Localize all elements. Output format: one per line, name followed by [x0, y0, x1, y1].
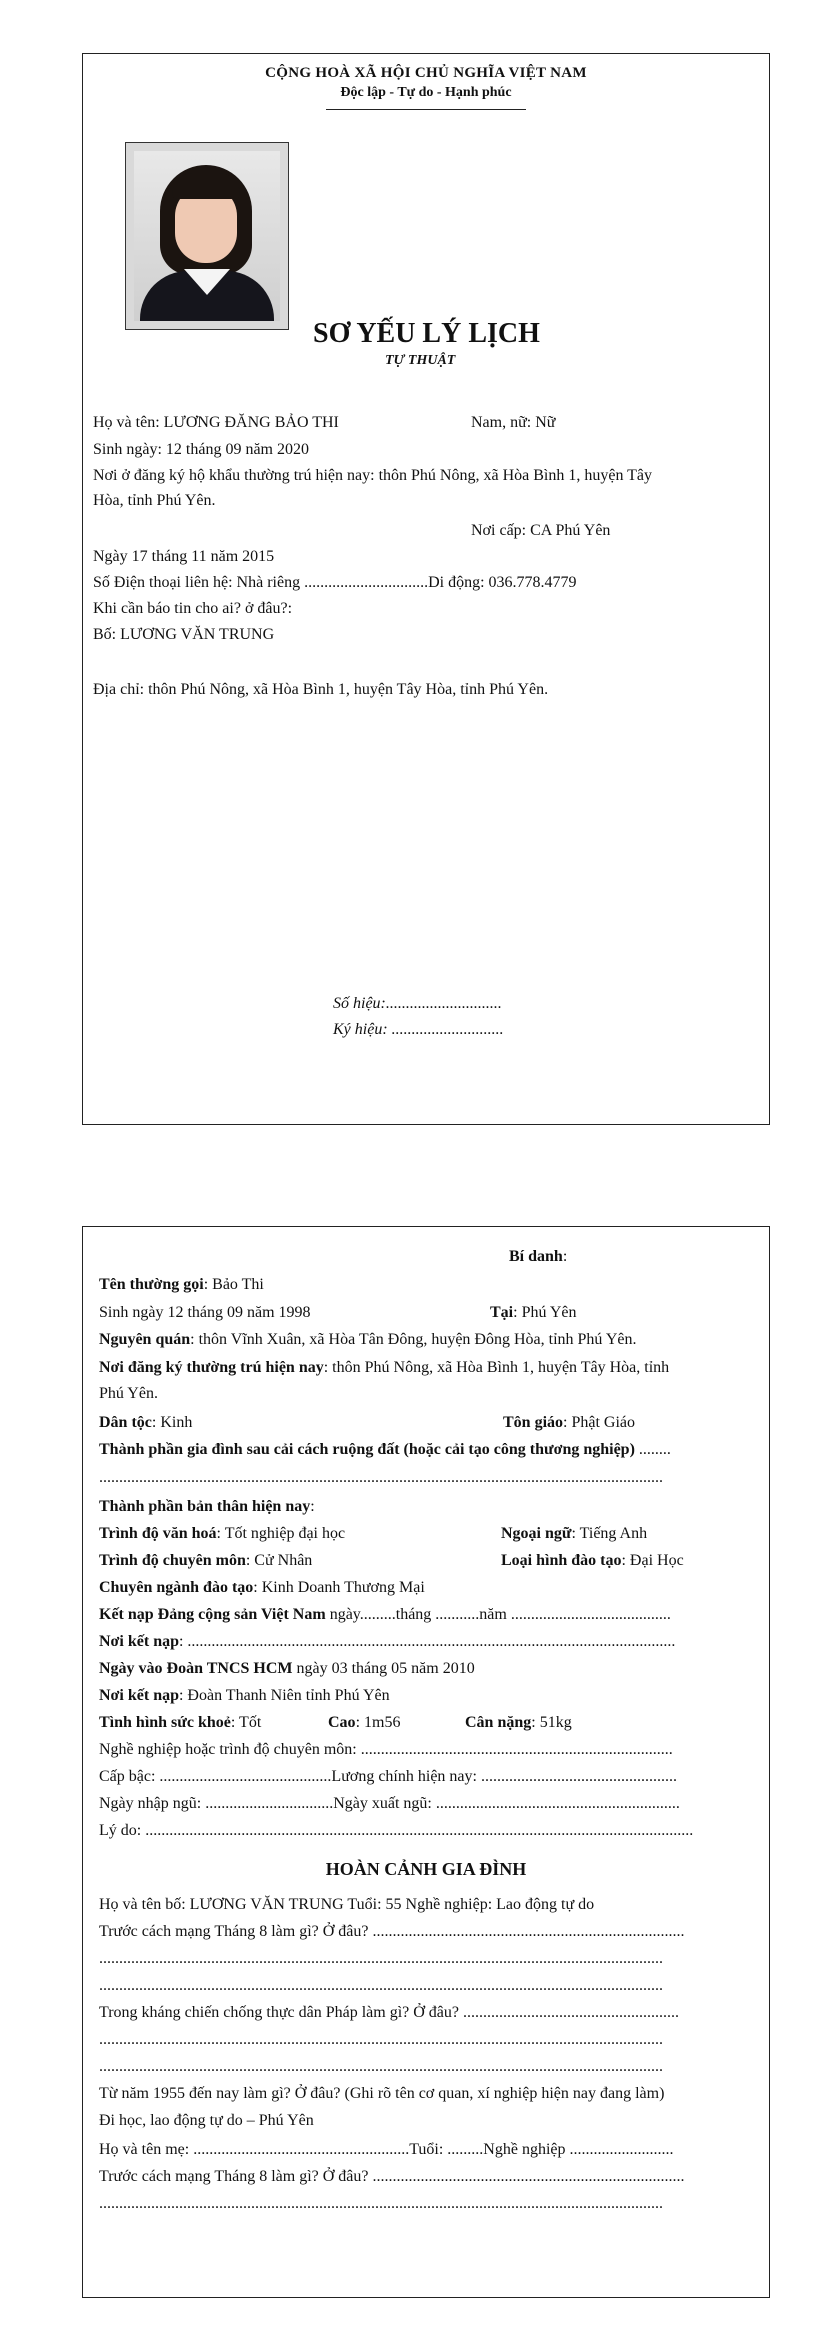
training-type-label: Loại hình đào tạo	[501, 1552, 622, 1569]
father-info: Họ và tên bố: LƯƠNG VĂN TRUNG Tuổi: 55 Nghề nghiệp: Lao động tự do	[99, 1896, 595, 1913]
party-admission	[99, 1605, 671, 1625]
header-underline	[326, 109, 526, 110]
family-class	[99, 1440, 671, 1460]
issued-place: Nơi cấp: CA Phú Yên	[471, 522, 611, 539]
residence-line-2: Hòa, tỉnh Phú Yên.	[93, 492, 216, 509]
father-before-revolution: Trước cách mạng Tháng 8 làm gì? Ở đâu? ..............................................................................	[99, 1923, 685, 1940]
youth-union-place	[99, 1686, 390, 1706]
phone-info: Số Điện thoại liên hệ: Nhà riêng ...............................Di động: 036.778.4779	[93, 574, 577, 591]
height-value: : 1m56	[355, 1714, 401, 1731]
training-type	[501, 1551, 684, 1571]
permanent-residence	[99, 1358, 669, 1378]
training-type-value: : Đại Học	[621, 1552, 684, 1569]
foreign-language	[501, 1524, 647, 1544]
hometown-value: : thôn Vĩnh Xuân, xã Hòa Tân Đông, huyện Đông Hòa, tỉnh Phú Yên.	[190, 1331, 637, 1348]
dotted-line: .............................................................................................................................................	[99, 2031, 663, 2048]
permanent-residence-cont: Phú Yên.	[99, 1385, 158, 1402]
contact-question: Khi cần báo tin cho ai? ở đâu?:	[93, 600, 293, 617]
national-motto: Độc lập - Tự do - Hạnh phúc	[340, 85, 512, 100]
youth-union-place-label: Nơi kết nạp	[99, 1687, 179, 1704]
hometown-label: Nguyên quán	[99, 1331, 191, 1348]
father-since-1955: Từ năm 1955 đến nay làm gì? Ở đâu? (Ghi rõ tên cơ quan, xí nghiệp hiện nay đang làm)	[99, 2085, 665, 2102]
alias	[509, 1247, 567, 1267]
dotted-line: .............................................................................................................................................	[99, 2195, 663, 2212]
personal-class-label: Thành phần bản thân hiện nay	[99, 1498, 311, 1515]
education-level	[99, 1524, 345, 1544]
health	[99, 1713, 261, 1733]
height-label: Cao	[328, 1714, 356, 1731]
issued-date: Ngày 17 tháng 11 năm 2015	[93, 548, 275, 565]
father-name: Bố: LƯƠNG VĂN TRUNG	[93, 626, 275, 643]
personal-class	[99, 1497, 315, 1517]
enlistment: Ngày nhập ngũ: ................................Ngày xuất ngũ: .............................................................	[99, 1795, 680, 1812]
party-admission-place-label: Nơi kết nạp	[99, 1633, 179, 1650]
family-class-dots: ........	[638, 1441, 671, 1458]
party-admission-place	[99, 1632, 675, 1652]
document-title: SƠ YẾU LÝ LỊCH	[313, 318, 540, 349]
youth-union-date-value: ngày 03 tháng 05 năm 2010	[292, 1660, 475, 1677]
dotted-line: .............................................................................................................................................	[99, 1950, 663, 1967]
major-label: Chuyên ngành đào tạo	[99, 1579, 254, 1596]
party-admission-value: ngày.........tháng ...........năm ........................................	[325, 1606, 671, 1623]
birth-place	[490, 1303, 577, 1323]
reason: Lý do: .........................................................................................................................................	[99, 1822, 694, 1839]
youth-union-place-value: : Đoàn Thanh Niên tỉnh Phú Yên	[178, 1687, 390, 1704]
birth-date: Sinh ngày: 12 tháng 09 năm 2020	[93, 441, 309, 458]
education-level-label: Trình độ văn hoá	[99, 1525, 217, 1542]
foreign-language-label: Ngoại ngữ	[501, 1525, 572, 1542]
major-value: : Kinh Doanh Thương Mại	[253, 1579, 425, 1596]
nickname-label: Tên thường gọi	[99, 1276, 204, 1293]
ethnicity-label: Dân tộc	[99, 1414, 152, 1431]
personal-class-value: :	[310, 1498, 315, 1515]
nickname-value: : Bảo Thi	[203, 1276, 264, 1293]
document-subtitle: TỰ THUẬT	[385, 353, 456, 368]
family-class-label: Thành phần gia đình sau cải cách ruộng đất (hoặc cải tạo công thương nghiệp)	[99, 1441, 635, 1458]
father-resistance: Trong kháng chiến chống thực dân Pháp làm gì? Ở đâu? ......................................................	[99, 2004, 680, 2021]
weight-value: : 51kg	[531, 1714, 572, 1731]
party-admission-label: Kết nạp Đảng cộng sản Việt Nam	[99, 1606, 326, 1623]
health-value: : Tốt	[230, 1714, 262, 1731]
weight	[465, 1713, 572, 1733]
residence-line-1: Nơi ở đăng ký hộ khẩu thường trú hiện nay: thôn Phú Nông, xã Hòa Bình 1, huyện Tây	[93, 467, 653, 484]
birth-date-2: Sinh ngày 12 tháng 09 năm 1998	[99, 1304, 311, 1321]
youth-union-date-label: Ngày vào Đoàn TNCS HCM	[99, 1660, 293, 1677]
major	[99, 1578, 425, 1598]
dotted-line: .............................................................................................................................................	[99, 1469, 663, 1486]
gender: Nam, nữ: Nữ	[471, 414, 556, 431]
permanent-residence-label: Nơi đăng ký thường trú hiện nay	[99, 1359, 324, 1376]
birth-place-value: : Phú Yên	[513, 1304, 577, 1321]
education-level-value: : Tốt nghiệp đại học	[216, 1525, 346, 1542]
nickname	[99, 1275, 264, 1295]
national-header: CỘNG HOÀ XÃ HỘI CHỦ NGHĨA VIỆT NAM	[265, 65, 587, 81]
alias-value: :	[562, 1248, 568, 1265]
religion	[503, 1413, 635, 1433]
dotted-line: .............................................................................................................................................	[99, 2058, 663, 2075]
height	[328, 1713, 400, 1733]
foreign-language-value: : Tiếng Anh	[571, 1525, 648, 1542]
religion-label: Tôn giáo	[503, 1414, 564, 1431]
mother-before-revolution: Trước cách mạng Tháng 8 làm gì? Ở đâu? ..............................................................................	[99, 2168, 685, 2185]
code-number: Ký hiệu: ............................	[333, 1021, 504, 1038]
professional-level-label: Trình độ chuyên môn	[99, 1552, 246, 1569]
youth-union-date	[99, 1659, 475, 1679]
health-label: Tình hình sức khoẻ	[99, 1714, 231, 1731]
hometown	[99, 1330, 636, 1350]
ethnicity-value: : Kinh	[151, 1414, 193, 1431]
serial-number: Số hiệu:.............................	[333, 995, 502, 1012]
rank-salary: Cấp bậc: ...........................................Lương chính hiện nay: .................................................	[99, 1768, 677, 1785]
document-page-2	[82, 1226, 770, 2298]
alias-label: Bí danh	[509, 1248, 563, 1265]
address: Địa chỉ: thôn Phú Nông, xã Hòa Bình 1, huyện Tây Hòa, tỉnh Phú Yên.	[93, 681, 549, 698]
weight-label: Cân nặng	[465, 1714, 532, 1731]
portrait-photo	[125, 142, 289, 330]
family-section-title: HOÀN CẢNH GIA ĐÌNH	[325, 1859, 527, 1879]
birth-place-label: Tại	[490, 1304, 514, 1321]
religion-value: : Phật Giáo	[563, 1414, 636, 1431]
professional-level	[99, 1551, 312, 1571]
party-admission-place-value: : ..........................................................................................................................	[178, 1633, 676, 1650]
father-current-work: Đi học, lao động tự do – Phú Yên	[99, 2112, 314, 2129]
full-name: Họ và tên: LƯƠNG ĐĂNG BẢO THI	[93, 414, 339, 431]
occupation: Nghề nghiệp hoặc trình độ chuyên môn: ..............................................................................	[99, 1741, 673, 1758]
ethnicity	[99, 1413, 192, 1433]
permanent-residence-value: : thôn Phú Nông, xã Hòa Bình 1, huyện Tây Hòa, tỉnh	[323, 1359, 670, 1376]
mother-info: Họ và tên mẹ: ......................................................Tuổi: .........Nghề nghiệp ..........................	[99, 2141, 674, 2158]
professional-level-value: : Cử Nhân	[245, 1552, 313, 1569]
document-page-1	[82, 53, 770, 1125]
dotted-line: .............................................................................................................................................	[99, 1977, 663, 1994]
